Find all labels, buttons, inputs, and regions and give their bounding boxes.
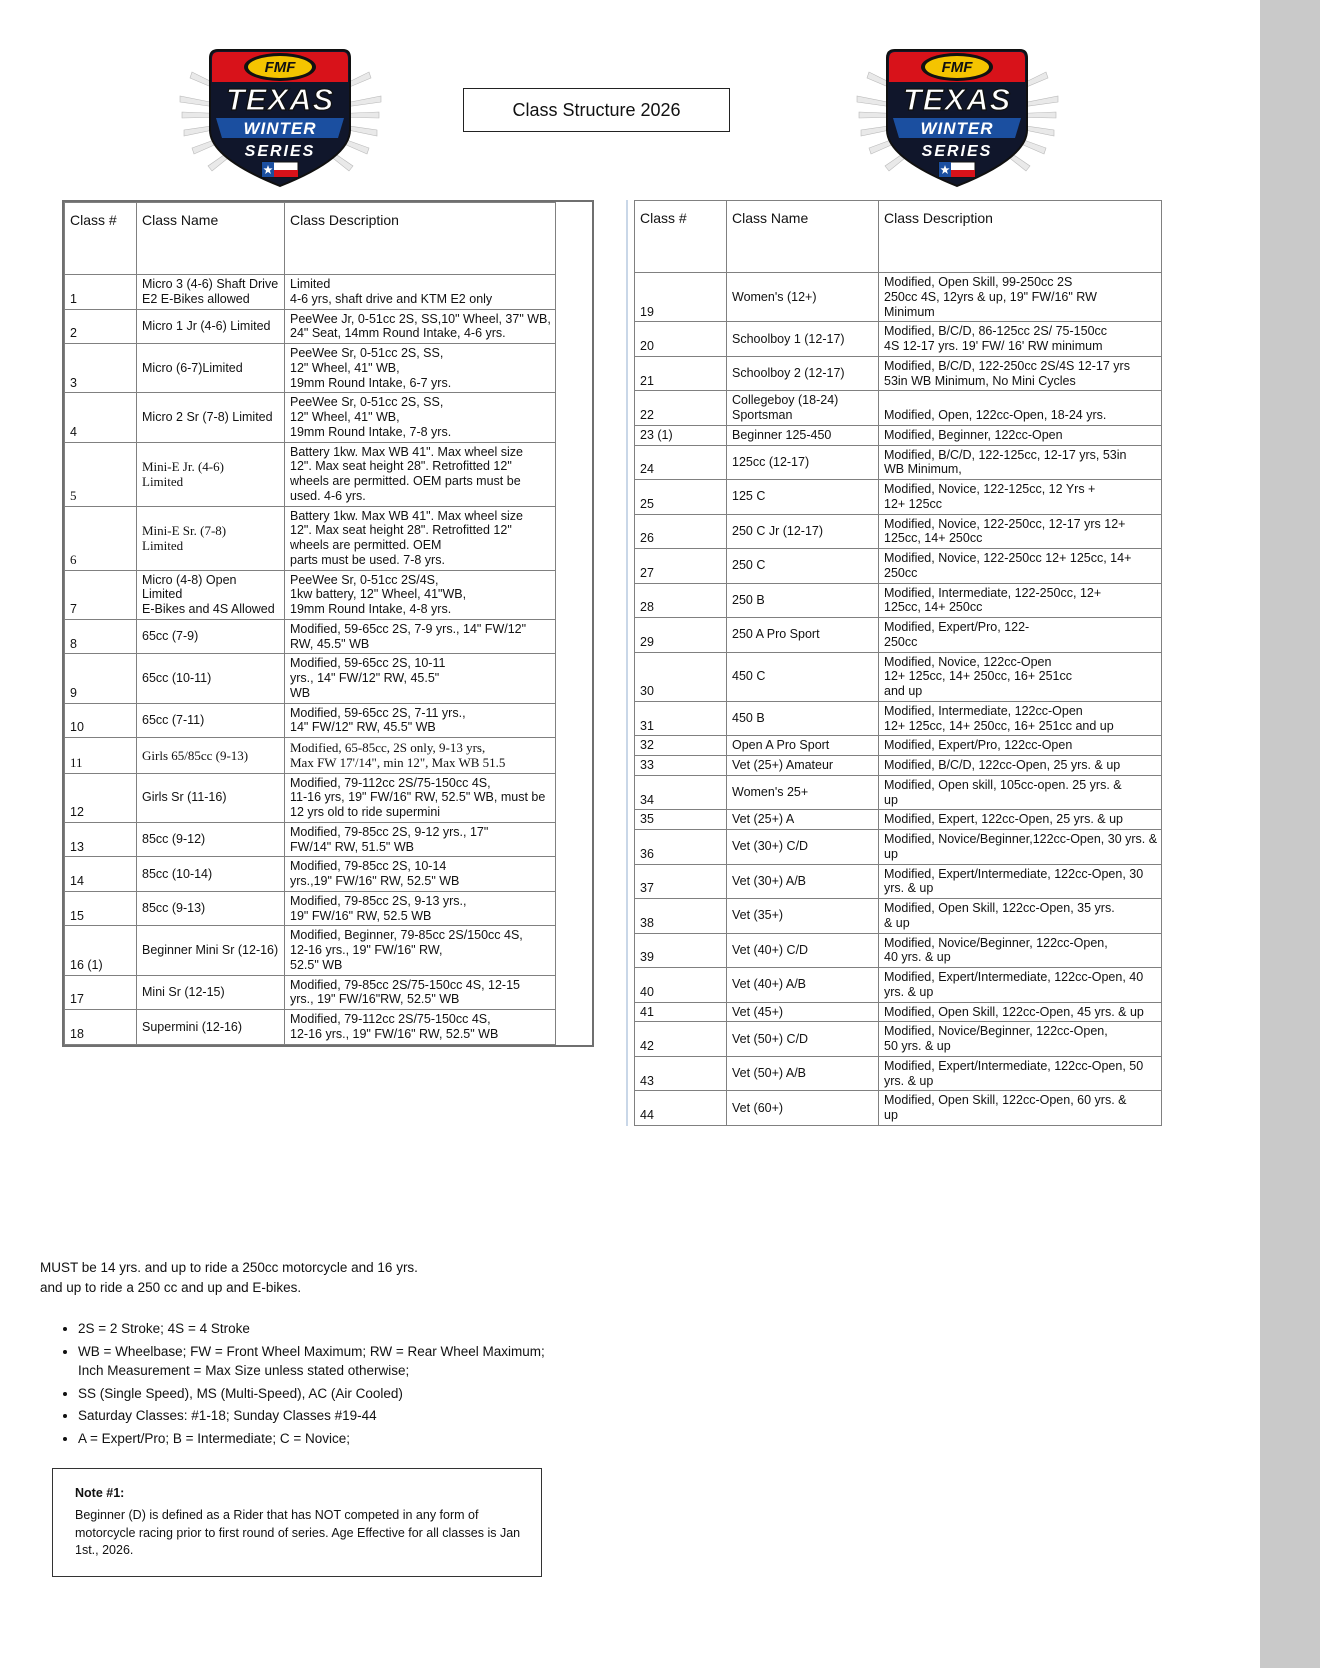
svg-text:SERIES: SERIES <box>244 143 316 160</box>
table-row <box>65 393 556 442</box>
cell-class-description: Modified, Expert, 122cc-Open, 25 yrs. & up <box>879 810 1162 830</box>
cell-class-description: Modified, 79-85cc 2S/75-150cc 4S, 12-15 yrs., 19" FW/16"RW, 52.5" WB <box>285 975 556 1010</box>
cell-class-number: 17 <box>65 975 137 1010</box>
table-row <box>65 344 556 393</box>
page-title <box>463 88 730 132</box>
table-row <box>635 273 1162 322</box>
cell-class-description: Modified, Expert/Intermediate, 122cc-Open, 40 yrs. & up <box>879 968 1162 1003</box>
cell-class-name: Beginner 125-450 <box>727 425 879 445</box>
cell-class-name: Beginner Mini Sr (12-16) <box>137 926 285 975</box>
cell-class-description: Modified, 79-85cc 2S, 10-14 yrs.,19" FW/16" RW, 52.5" WB <box>285 857 556 892</box>
column-header-class-number: Class # <box>635 201 727 273</box>
cell-class-number: 41 <box>635 1002 727 1022</box>
cell-class-number: 6 <box>65 506 137 570</box>
cell-class-number: 35 <box>635 810 727 830</box>
table-row <box>635 1056 1162 1091</box>
table-row <box>635 652 1162 701</box>
note-1-body: Beginner (D) is defined as a Rider that has NOT competed in any form of motorcycle racing prior to first round of series. Age Effective for all classes is Jan 1st., 2026. <box>75 1507 521 1558</box>
list-item: • Saturday Classes: #1-18; Sunday Classes #19-44 <box>78 1406 600 1426</box>
cell-class-number: 31 <box>635 701 727 736</box>
cell-class-name: Vet (50+) A/B <box>727 1056 879 1091</box>
abbreviation-list <box>40 1319 600 1448</box>
saturday-classes-table-wrapper <box>62 200 594 1047</box>
cell-class-number: 23 (1) <box>635 425 727 445</box>
table-row <box>635 445 1162 480</box>
cell-class-name: Micro 1 Jr (4-6) Limited <box>137 309 285 344</box>
cell-class-name: Vet (30+) C/D <box>727 830 879 865</box>
page-title-text: Class Structure 2026 <box>512 99 681 120</box>
cell-class-number: 22 <box>635 391 727 426</box>
cell-class-name: Mini Sr (12-15) <box>137 975 285 1010</box>
cell-class-number: 7 <box>65 570 137 619</box>
table-row <box>635 933 1162 968</box>
cell-class-name: Vet (40+) C/D <box>727 933 879 968</box>
note-1-title: Note #1: <box>75 1486 125 1500</box>
cell-class-description: Modified, Intermediate, 122cc-Open 12+ 125cc, 14+ 250cc, 16+ 251cc and up <box>879 701 1162 736</box>
svg-text:SERIES: SERIES <box>921 143 993 160</box>
cell-class-number: 38 <box>635 899 727 934</box>
cell-class-name: Girls Sr (11-16) <box>137 773 285 822</box>
cell-class-name: Micro (4-8) Open Limited E-Bikes and 4S Allowed <box>137 570 285 619</box>
cell-class-number: 16 (1) <box>65 926 137 975</box>
table-header-row <box>635 201 1162 273</box>
cell-class-description: Modified, B/C/D, 122-250cc 2S/4S 12-17 yrs 53in WB Minimum, No Mini Cycles <box>879 356 1162 391</box>
cell-class-number: 19 <box>635 273 727 322</box>
saturday-classes-body <box>65 275 556 1045</box>
cell-class-description: Modified, 79-85cc 2S, 9-12 yrs., 17" FW/14" RW, 51.5" WB <box>285 822 556 857</box>
cell-class-name: 85cc (10-14) <box>137 857 285 892</box>
cell-class-name: 250 C Jr (12-17) <box>727 514 879 549</box>
table-row <box>635 549 1162 584</box>
cell-class-description: Modified, B/C/D, 86-125cc 2S/ 75-150cc 4S 12-17 yrs. 19' FW/ 16' RW minimum <box>879 322 1162 357</box>
table-row <box>65 926 556 975</box>
cell-class-description: Modified, Open skill, 105cc-open. 25 yrs. & up <box>879 775 1162 810</box>
age-requirement-line-2: and up to ride a 250 cc and up and E-bikes. <box>40 1279 302 1295</box>
cell-class-number: 24 <box>635 445 727 480</box>
cell-class-number: 9 <box>65 654 137 703</box>
svg-text:TEXAS: TEXAS <box>225 82 335 117</box>
cell-class-name: Collegeboy (18-24) Sportsman <box>727 391 879 426</box>
table-row <box>635 736 1162 756</box>
cell-class-number: 20 <box>635 322 727 357</box>
cell-class-number: 32 <box>635 736 727 756</box>
cell-class-description: Modified, Expert/Pro, 122cc-Open <box>879 736 1162 756</box>
cell-class-name: Micro 2 Sr (7-8) Limited <box>137 393 285 442</box>
table-row <box>635 480 1162 515</box>
table-row <box>65 857 556 892</box>
table-row <box>635 899 1162 934</box>
table-row <box>65 309 556 344</box>
cell-class-number: 3 <box>65 344 137 393</box>
table-row <box>635 968 1162 1003</box>
list-item: • 2S = 2 Stroke; 4S = 4 Stroke <box>78 1319 600 1339</box>
fmf-texas-winter-series-logo-right <box>855 38 1060 193</box>
column-header-class-name: Class Name <box>727 201 879 273</box>
cell-class-number: 1 <box>65 275 137 310</box>
cell-class-number: 40 <box>635 968 727 1003</box>
cell-class-number: 44 <box>635 1091 727 1126</box>
cell-class-description: Modified, 79-85cc 2S, 9-13 yrs., 19" FW/16" RW, 52.5 WB <box>285 891 556 926</box>
cell-class-description: Modified, B/C/D, 122cc-Open, 25 yrs. & up <box>879 756 1162 776</box>
cell-class-name: Girls 65/85cc (9-13) <box>137 738 285 774</box>
table-row <box>635 514 1162 549</box>
cell-class-description: PeeWee Sr, 0-51cc 2S, SS, 12" Wheel, 41" WB, 19mm Round Intake, 6-7 yrs. <box>285 344 556 393</box>
cell-class-name: Vet (40+) A/B <box>727 968 879 1003</box>
svg-text:WINTER: WINTER <box>243 119 317 138</box>
age-requirement-line-1: MUST be 14 yrs. and up to ride a 250cc motorcycle and 16 yrs. <box>40 1260 418 1275</box>
sunday-classes-body <box>635 273 1162 1126</box>
cell-class-name: 65cc (7-11) <box>137 703 285 738</box>
cell-class-description: Modified, 79-112cc 2S/75-150cc 4S, 12-16 yrs., 19" FW/16" RW, 52.5" WB <box>285 1010 556 1045</box>
table-row <box>635 1002 1162 1022</box>
document-header <box>0 0 1290 200</box>
table-row <box>635 425 1162 445</box>
cell-class-number: 14 <box>65 857 137 892</box>
cell-class-description: Modified, Novice, 122cc-Open 12+ 125cc, 14+ 250cc, 16+ 251cc and up <box>879 652 1162 701</box>
cell-class-description: Modified, Expert/Pro, 122- 250cc <box>879 618 1162 653</box>
cell-class-description: Modified, Intermediate, 122-250cc, 12+ 125cc, 14+ 250cc <box>879 583 1162 618</box>
list-item: • SS (Single Speed), MS (Multi-Speed), AC (Air Cooled) <box>78 1384 600 1404</box>
cell-class-number: 43 <box>635 1056 727 1091</box>
cell-class-description: Modified, 65-85cc, 2S only, 9-13 yrs, Max FW 17'/14", min 12", Max WB 51.5 <box>285 738 556 774</box>
table-row <box>65 773 556 822</box>
cell-class-name: 450 C <box>727 652 879 701</box>
table-row <box>635 1091 1162 1126</box>
list-item: • A = Expert/Pro; B = Intermediate; C = Novice; <box>78 1429 600 1449</box>
cell-class-description: PeeWee Sr, 0-51cc 2S/4S, 1kw battery, 12" Wheel, 41"WB, 19mm Round Intake, 4-8 yrs. <box>285 570 556 619</box>
cell-class-name: Mini-E Sr. (7-8) Limited <box>137 506 285 570</box>
table-row <box>65 891 556 926</box>
cell-class-description: Modified, Beginner, 79-85cc 2S/150cc 4S, 12-16 yrs., 19" FW/16" RW, 52.5" WB <box>285 926 556 975</box>
cell-class-number: 18 <box>65 1010 137 1045</box>
table-row <box>65 619 556 654</box>
cell-class-name: 125 C <box>727 480 879 515</box>
cell-class-description: Battery 1kw. Max WB 41". Max wheel size 12". Max seat height 28". Retrofitted 12" wheels are permitted. OEM parts must be used. 7-8 yrs. <box>285 506 556 570</box>
table-row <box>65 822 556 857</box>
cell-class-description: Modified, Expert/Intermediate, 122cc-Open, 30 yrs. & up <box>879 864 1162 899</box>
column-header-class-description: Class Description <box>285 203 556 275</box>
notes-section <box>40 1258 600 1452</box>
cell-class-name: Vet (35+) <box>727 899 879 934</box>
note-1-box <box>52 1468 542 1577</box>
cell-class-number: 42 <box>635 1022 727 1057</box>
table-row <box>65 975 556 1010</box>
cell-class-name: Schoolboy 2 (12-17) <box>727 356 879 391</box>
cell-class-number: 30 <box>635 652 727 701</box>
cell-class-description: Modified, Novice, 122-125cc, 12 Yrs + 12+ 125cc <box>879 480 1162 515</box>
cell-class-number: 25 <box>635 480 727 515</box>
cell-class-description: Battery 1kw. Max WB 41". Max wheel size 12". Max seat height 28". Retrofitted 12" wheels are permitted. OEM parts must be used. 4-6 yrs. <box>285 442 556 506</box>
cell-class-number: 21 <box>635 356 727 391</box>
table-row <box>65 1010 556 1045</box>
cell-class-description: Modified, 59-65cc 2S, 10-11 yrs., 14" FW/12" RW, 45.5" WB <box>285 654 556 703</box>
cell-class-name: 250 C <box>727 549 879 584</box>
cell-class-name: Vet (60+) <box>727 1091 879 1126</box>
cell-class-name: Open A Pro Sport <box>727 736 879 756</box>
table-row <box>635 756 1162 776</box>
cell-class-description: Modified, B/C/D, 122-125cc, 12-17 yrs, 53in WB Minimum, <box>879 445 1162 480</box>
cell-class-description: PeeWee Jr, 0-51cc 2S, SS,10" Wheel, 37" WB, 24" Seat, 14mm Round Intake, 4-6 yrs. <box>285 309 556 344</box>
table-row <box>635 322 1162 357</box>
cell-class-number: 34 <box>635 775 727 810</box>
cell-class-name: Vet (25+) Amateur <box>727 756 879 776</box>
cell-class-number: 26 <box>635 514 727 549</box>
cell-class-number: 13 <box>65 822 137 857</box>
cell-class-name: Vet (50+) C/D <box>727 1022 879 1057</box>
list-item: • WB = Wheelbase; FW = Front Wheel Maximum; RW = Rear Wheel Maximum; Inch Measurement = Max Size unless stated otherwise; <box>78 1342 600 1381</box>
cell-class-description: Modified, Open Skill, 122cc-Open, 45 yrs. & up <box>879 1002 1162 1022</box>
cell-class-name: Vet (45+) <box>727 1002 879 1022</box>
svg-text:FMF: FMF <box>264 59 296 76</box>
table-row <box>65 703 556 738</box>
cell-class-description: Modified, Open, 122cc-Open, 18-24 yrs. <box>879 391 1162 426</box>
cell-class-name: Supermini (12-16) <box>137 1010 285 1045</box>
table-row <box>635 618 1162 653</box>
table-row <box>65 570 556 619</box>
cell-class-number: 36 <box>635 830 727 865</box>
cell-class-name: Vet (25+) A <box>727 810 879 830</box>
svg-text:FMF: FMF <box>941 59 973 76</box>
cell-class-description: Modified, Open Skill, 99-250cc 2S 250cc 4S, 12yrs & up, 19" FW/16" RW Minimum <box>879 273 1162 322</box>
cell-class-name: Micro 3 (4-6) Shaft Drive E2 E-Bikes allowed <box>137 275 285 310</box>
cell-class-number: 11 <box>65 738 137 774</box>
table-row <box>635 864 1162 899</box>
cell-class-name: Women's (12+) <box>727 273 879 322</box>
cell-class-number: 4 <box>65 393 137 442</box>
table-row <box>65 275 556 310</box>
cell-class-description: Modified, Novice, 122-250cc, 12-17 yrs 12+ 125cc, 14+ 250cc <box>879 514 1162 549</box>
sunday-classes-table <box>634 200 1162 1126</box>
cell-class-description: Modified, Novice, 122-250cc 12+ 125cc, 14+ 250cc <box>879 549 1162 584</box>
table-row <box>635 391 1162 426</box>
cell-class-number: 5 <box>65 442 137 506</box>
table-row <box>65 654 556 703</box>
cell-class-description: Modified, Open Skill, 122cc-Open, 35 yrs. & up <box>879 899 1162 934</box>
table-row <box>635 583 1162 618</box>
fmf-texas-winter-series-logo-left <box>178 38 383 193</box>
cell-class-name: 65cc (7-9) <box>137 619 285 654</box>
cell-class-number: 33 <box>635 756 727 776</box>
page-edge-shadow <box>1260 0 1290 1668</box>
cell-class-name: 450 B <box>727 701 879 736</box>
cell-class-description: Modified, Novice/Beginner, 122cc-Open, 40 yrs. & up <box>879 933 1162 968</box>
table-header-row <box>65 203 556 275</box>
cell-class-description: PeeWee Sr, 0-51cc 2S, SS, 12" Wheel, 41" WB, 19mm Round Intake, 7-8 yrs. <box>285 393 556 442</box>
svg-text:WINTER: WINTER <box>920 119 994 138</box>
cell-class-number: 10 <box>65 703 137 738</box>
cell-class-name: 250 B <box>727 583 879 618</box>
cell-class-name: Schoolboy 1 (12-17) <box>727 322 879 357</box>
table-row <box>65 738 556 774</box>
cell-class-number: 28 <box>635 583 727 618</box>
table-row <box>635 775 1162 810</box>
svg-text:TEXAS: TEXAS <box>902 82 1012 117</box>
cell-class-number: 29 <box>635 618 727 653</box>
cell-class-description: Modified, Novice/Beginner,122cc-Open, 30 yrs. & up <box>879 830 1162 865</box>
age-requirement-note <box>40 1258 600 1297</box>
table-row <box>635 1022 1162 1057</box>
column-header-class-name: Class Name <box>137 203 285 275</box>
cell-class-name: Micro (6-7)Limited <box>137 344 285 393</box>
table-row <box>635 830 1162 865</box>
cell-class-description: Modified, Expert/Intermediate, 122cc-Open, 50 yrs. & up <box>879 1056 1162 1091</box>
cell-class-description: Modified, Open Skill, 122cc-Open, 60 yrs. & up <box>879 1091 1162 1126</box>
cell-class-name: 85cc (9-12) <box>137 822 285 857</box>
cell-class-number: 37 <box>635 864 727 899</box>
cell-class-name: 65cc (10-11) <box>137 654 285 703</box>
cell-class-description: Modified, Beginner, 122cc-Open <box>879 425 1162 445</box>
cell-class-description: Modified, 59-65cc 2S, 7-9 yrs., 14" FW/12" RW, 45.5" WB <box>285 619 556 654</box>
cell-class-number: 15 <box>65 891 137 926</box>
cell-class-name: 250 A Pro Sport <box>727 618 879 653</box>
cell-class-name: Mini-E Jr. (4-6) Limited <box>137 442 285 506</box>
cell-class-name: Women's 25+ <box>727 775 879 810</box>
cell-class-description: Modified, 59-65cc 2S, 7-11 yrs., 14" FW/12" RW, 45.5" WB <box>285 703 556 738</box>
cell-class-number: 39 <box>635 933 727 968</box>
cell-class-name: Vet (30+) A/B <box>727 864 879 899</box>
column-header-class-description: Class Description <box>879 201 1162 273</box>
cell-class-name: 85cc (9-13) <box>137 891 285 926</box>
table-row <box>65 506 556 570</box>
sunday-classes-table-wrapper <box>626 200 1173 1126</box>
saturday-classes-table <box>64 202 556 1045</box>
cell-class-description: Limited 4-6 yrs, shaft drive and KTM E2 only <box>285 275 556 310</box>
table-row <box>635 356 1162 391</box>
cell-class-number: 2 <box>65 309 137 344</box>
cell-class-description: Modified, Novice/Beginner, 122cc-Open, 50 yrs. & up <box>879 1022 1162 1057</box>
cell-class-name: 125cc (12-17) <box>727 445 879 480</box>
cell-class-number: 8 <box>65 619 137 654</box>
cell-class-description: Modified, 79-112cc 2S/75-150cc 4S, 11-16 yrs, 19" FW/16" RW, 52.5" WB, must be 12 yrs old to ride supermini <box>285 773 556 822</box>
column-header-class-number: Class # <box>65 203 137 275</box>
table-row <box>65 442 556 506</box>
table-row <box>635 701 1162 736</box>
cell-class-number: 12 <box>65 773 137 822</box>
table-row <box>635 810 1162 830</box>
cell-class-number: 27 <box>635 549 727 584</box>
